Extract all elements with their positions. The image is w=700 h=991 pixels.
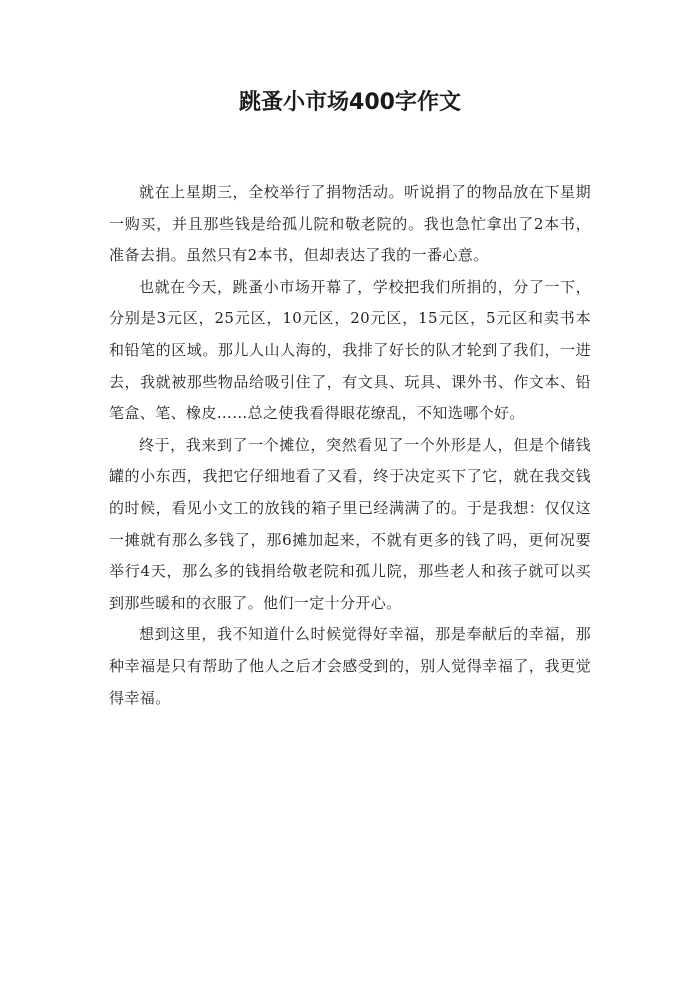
paragraph-4: 想到这里，我不知道什么时候觉得好幸福，那是奉献后的幸福，那种幸福是只有帮助了他人之后才会感受到的，别人觉得幸福了，我更觉得幸福。	[109, 625, 591, 707]
paragraph-2: 也就在今天，跳蚤小市场开幕了，学校把我们所捐的，分了一下，分别是3元区，25元区，10元区，20元区，15元区，5元区和卖书本和铅笔的区域。那儿人山人海的，我排了好长的队才轮到了我们，一进去，我就被那些物品给吸引住了，有文具、玩具、课外书、作文本、铅笔盒、笔、橡皮……总之使我看得眼花缭乱，不知选哪个好。	[109, 277, 591, 423]
paragraph-1: 就在上星期三，全校举行了捐物活动。听说捐了的物品放在下星期一购买，并且那些钱是给孤儿院和敬老院的。我也急忙拿出了2本书，准备去捐。虽然只有2本书，但却表达了我的一番心意。	[109, 183, 591, 265]
document-title: 跳蚤小市场400字作文	[239, 90, 461, 115]
paragraph-3: 终于，我来到了一个摊位，突然看见了一个外形是人，但是个储钱罐的小东西，我把它仔细地看了又看，终于决定买下了它，就在我交钱的时候，看见小文工的放钱的箱子里已经满满了的。于是我想：仅仅这一摊就有那么多钱了，那6摊加起来，不就有更多的钱了吗，更何况要举行4天，那么多的钱捐给敬老院和孤儿院，那些老人和孩子就可以买到那些暖和的衣服了。他们一定十分开心。	[109, 435, 591, 612]
document-body	[109, 177, 591, 714]
